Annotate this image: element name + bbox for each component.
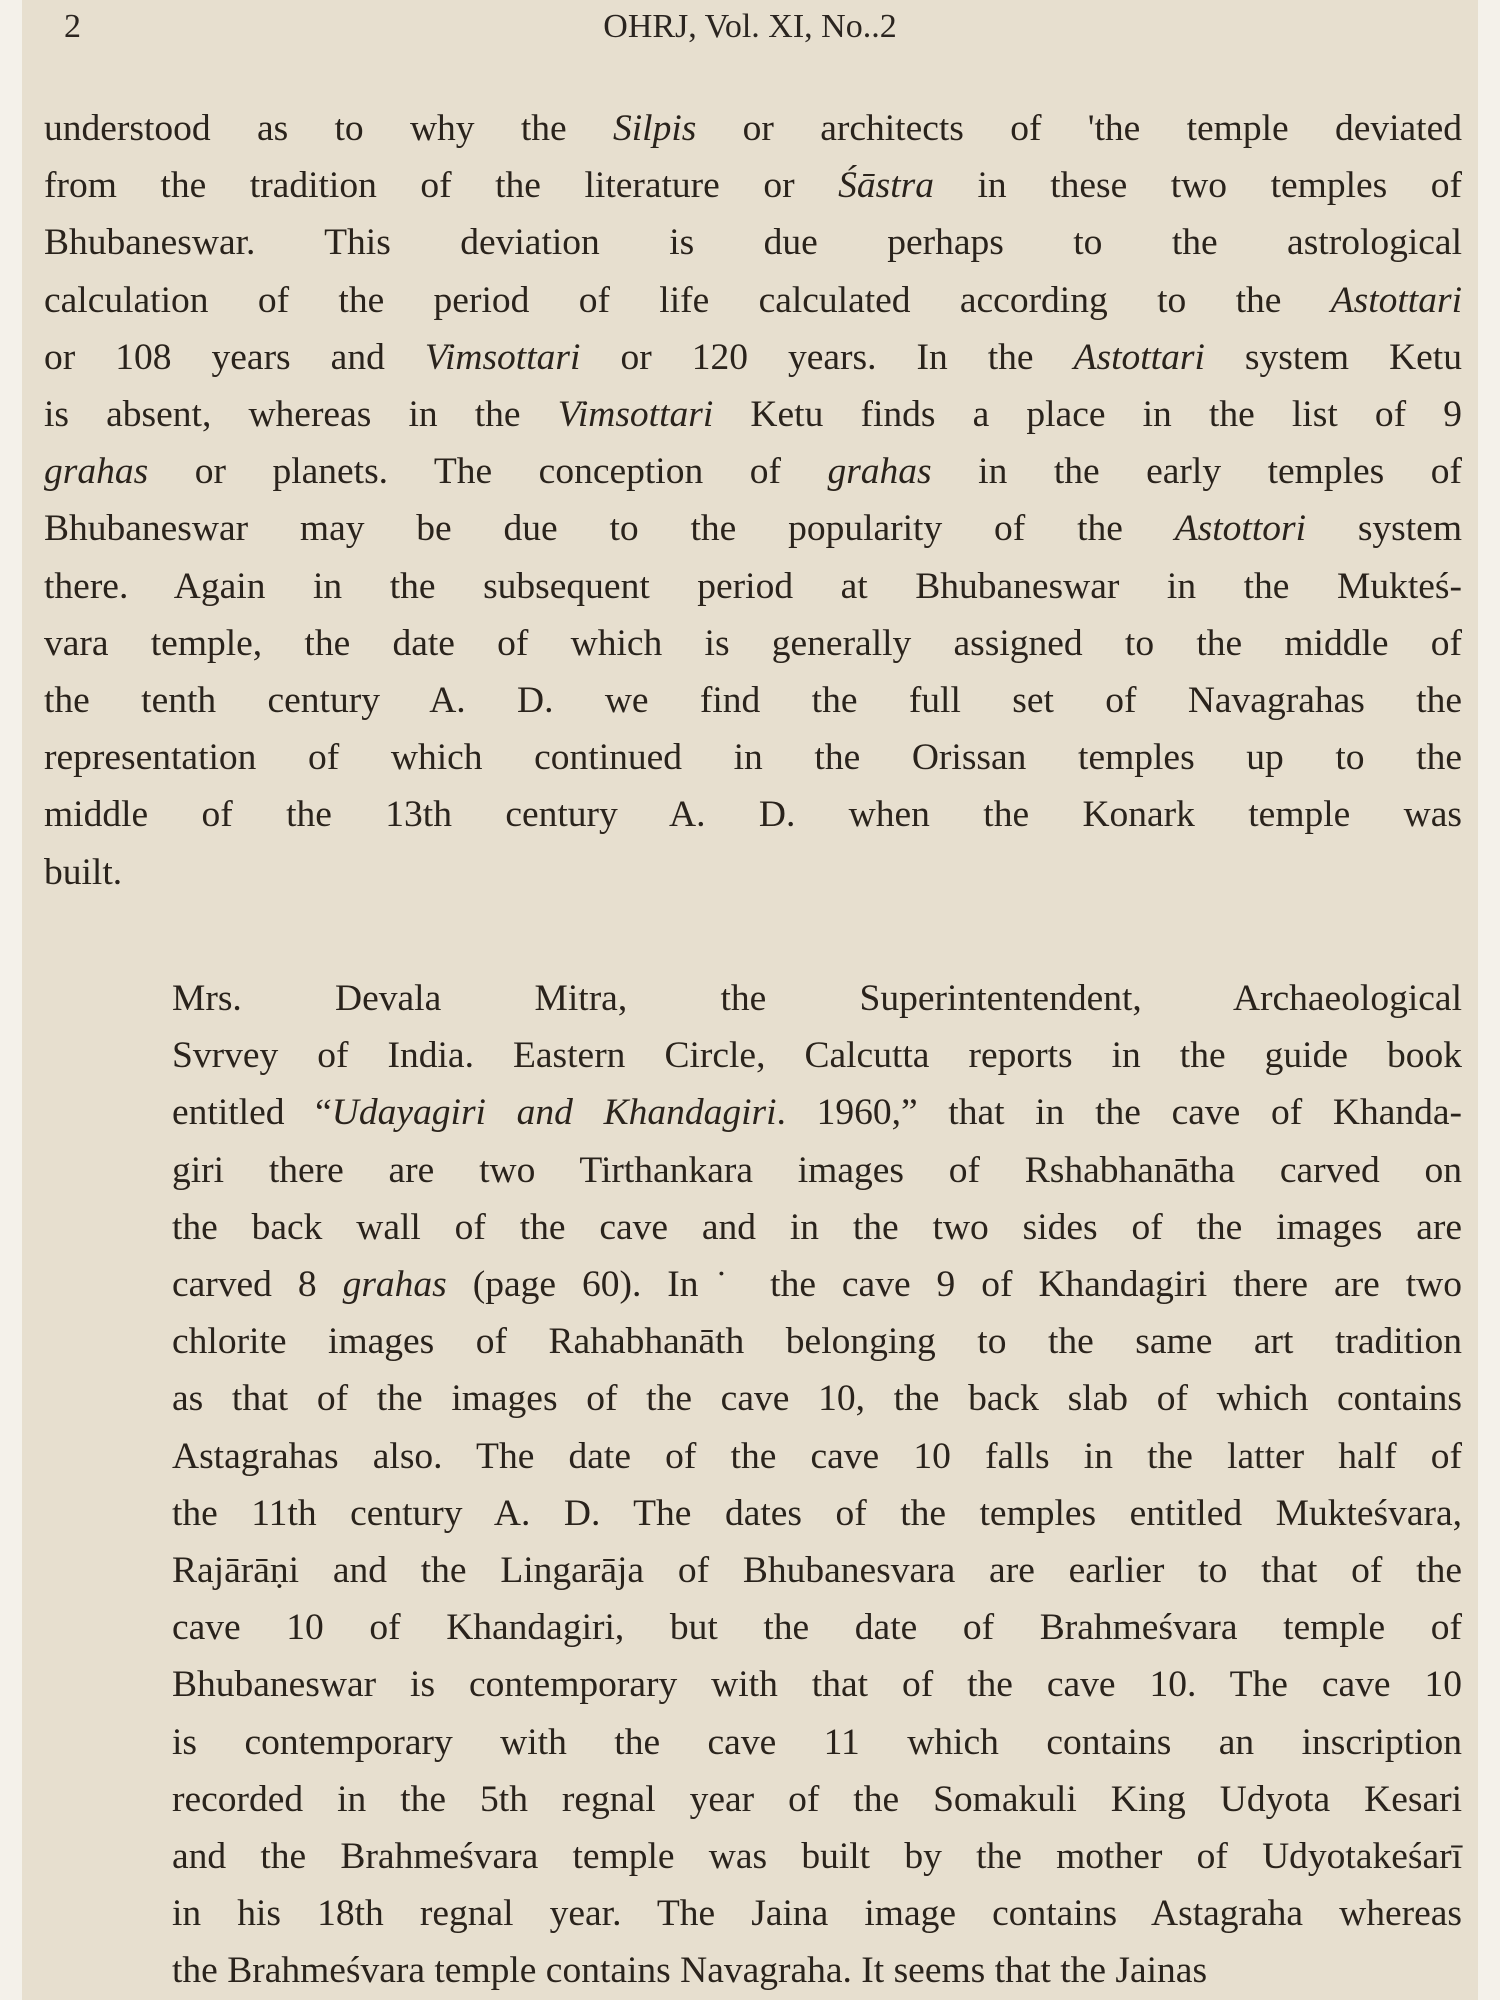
text-line bbox=[44, 1828, 1462, 1885]
italic-term: grahas bbox=[827, 451, 932, 493]
text-run: representation of which continued in the Orissan temples up to the bbox=[44, 737, 1462, 779]
paragraph bbox=[44, 100, 1462, 901]
text-line bbox=[44, 1714, 1462, 1771]
text-run: Svrvey of India. Eastern Circle, Calcutta reports in the guide book bbox=[172, 1035, 1462, 1077]
text-run: chlorite images of Rahabhanāth belonging to the same art tradition bbox=[172, 1321, 1462, 1363]
text-run: Astagrahas also. The date of the cave 10 falls in the latter half of bbox=[172, 1435, 1462, 1477]
text-line bbox=[44, 157, 1462, 214]
italic-term: Śāstra bbox=[838, 165, 934, 207]
text-run: cave 10 of Khandagiri, but the date of Brahmeśvara temple of bbox=[172, 1607, 1462, 1649]
text-line bbox=[44, 615, 1462, 672]
text-run: calculation of the period of life calculated according to the bbox=[44, 279, 1331, 321]
text-line bbox=[44, 329, 1462, 386]
text-run: or planets. The conception of bbox=[148, 451, 828, 493]
text-line bbox=[44, 558, 1462, 615]
text-run: Bhubaneswar is contemporary with that of the cave 10. The cave 10 bbox=[172, 1664, 1462, 1706]
text-line bbox=[44, 214, 1462, 271]
text-line bbox=[44, 786, 1462, 843]
italic-term: Udayagiri and Khandagiri bbox=[331, 1092, 777, 1134]
text-run: Mrs. Devala Mitra, the Superintentendent, Archaeological bbox=[172, 978, 1462, 1019]
text-run: entitled “ bbox=[172, 1092, 332, 1134]
text-run: in these two temples of bbox=[933, 165, 1462, 207]
text-run: system Ketu bbox=[1204, 336, 1462, 378]
text-run: (page 60). In˙ the cave 9 of Khandagiri there are two bbox=[446, 1264, 1463, 1306]
page-number: 2 bbox=[64, 8, 81, 45]
text-run: the 11th century A. D. The dates of the temples entitled Mukteśvara, bbox=[172, 1492, 1462, 1534]
text-line bbox=[44, 100, 1462, 157]
italic-term: Vimsottari bbox=[424, 336, 581, 378]
text-line bbox=[44, 1256, 1462, 1313]
text-run: is absent, whereas in the bbox=[44, 394, 558, 436]
text-line bbox=[44, 1142, 1462, 1199]
italic-term: Vimsottari bbox=[557, 394, 714, 436]
text-line bbox=[44, 1485, 1462, 1542]
text-run: understood as to why the bbox=[44, 108, 613, 149]
text-run: built. bbox=[44, 851, 123, 893]
text-run: as that of the images of the cave 10, the back slab of which contains bbox=[172, 1378, 1462, 1420]
text-line bbox=[44, 1599, 1462, 1656]
text-run: the Brahmeśvara temple contains Navagraha. It seems that the Jainas bbox=[172, 1950, 1208, 1992]
text-run: Bhubaneswar may be due to the popularity of the bbox=[44, 508, 1175, 550]
text-run: recorded in the 5th regnal year of the Somakuli King Udyota Kesari bbox=[172, 1778, 1462, 1820]
italic-term: Astottari bbox=[1330, 279, 1462, 321]
paragraph bbox=[44, 970, 1462, 2000]
text-run: or architects of 'the temple deviated bbox=[696, 108, 1462, 149]
text-run: from the tradition of the literature or bbox=[44, 165, 839, 207]
text-run: carved 8 bbox=[172, 1264, 343, 1306]
text-line bbox=[44, 1771, 1462, 1828]
text-line bbox=[44, 1370, 1462, 1427]
italic-term: grahas bbox=[342, 1264, 447, 1306]
text-line bbox=[44, 1542, 1462, 1599]
text-run: in the early temples of bbox=[931, 451, 1462, 493]
text-run: middle of the 13th century A. D. when the Konark temple was bbox=[44, 794, 1462, 836]
text-line bbox=[44, 844, 1462, 901]
text-line bbox=[44, 386, 1462, 443]
text-run: vara temple, the date of which is generally assigned to the middle of bbox=[44, 622, 1462, 664]
text-run: giri there are two Tirthankara images of Rshabhanātha carved on bbox=[172, 1149, 1462, 1191]
text-run: or 120 years. In the bbox=[580, 336, 1074, 378]
text-line bbox=[44, 729, 1462, 786]
text-line bbox=[44, 1027, 1462, 1084]
text-line bbox=[44, 1084, 1462, 1141]
text-line bbox=[44, 1199, 1462, 1256]
text-run: is contemporary with the cave 11 which contains an inscription bbox=[172, 1721, 1462, 1763]
italic-term: Astottori bbox=[1174, 508, 1307, 550]
journal-reference: OHRJ, Vol. XI, No..2 bbox=[603, 8, 897, 45]
text-run: and the Brahmeśvara temple was built by the mother of Udyotakeśarī bbox=[172, 1836, 1462, 1878]
document-page bbox=[22, 0, 1478, 2000]
running-header bbox=[22, 8, 1478, 58]
text-line bbox=[44, 970, 1462, 1027]
text-run: the tenth century A. D. we find the full set of Navagrahas the bbox=[44, 680, 1462, 722]
text-line bbox=[44, 272, 1462, 329]
text-line bbox=[44, 1428, 1462, 1485]
text-line bbox=[44, 1313, 1462, 1370]
italic-term: Silpis bbox=[613, 108, 697, 149]
text-line bbox=[44, 672, 1462, 729]
text-line bbox=[44, 1885, 1462, 1942]
text-line bbox=[44, 443, 1462, 500]
text-run: or 108 years and bbox=[44, 336, 425, 378]
italic-term: Astottari bbox=[1073, 336, 1205, 378]
text-line bbox=[44, 1942, 1462, 1999]
italic-term: grahas bbox=[44, 451, 149, 493]
text-line bbox=[44, 500, 1462, 557]
text-run: . 1960,” that in the cave of Khanda- bbox=[776, 1092, 1462, 1134]
text-run: Ketu finds a place in the list of 9 bbox=[713, 394, 1463, 436]
text-run: system bbox=[1306, 508, 1463, 550]
text-run: Bhubaneswar. This deviation is due perhaps to the astrological bbox=[44, 222, 1462, 264]
text-run: the back wall of the cave and in the two sides of the images are bbox=[172, 1206, 1462, 1248]
text-run: in his 18th regnal year. The Jaina image contains Astagraha whereas bbox=[172, 1893, 1462, 1935]
text-run: Rajārāṇi and the Lingarāja of Bhubanesvara are earlier to that of the bbox=[172, 1550, 1462, 1592]
text-run: there. Again in the subsequent period at Bhubaneswar in the Mukteś- bbox=[44, 565, 1462, 607]
text-line bbox=[44, 1656, 1462, 1713]
